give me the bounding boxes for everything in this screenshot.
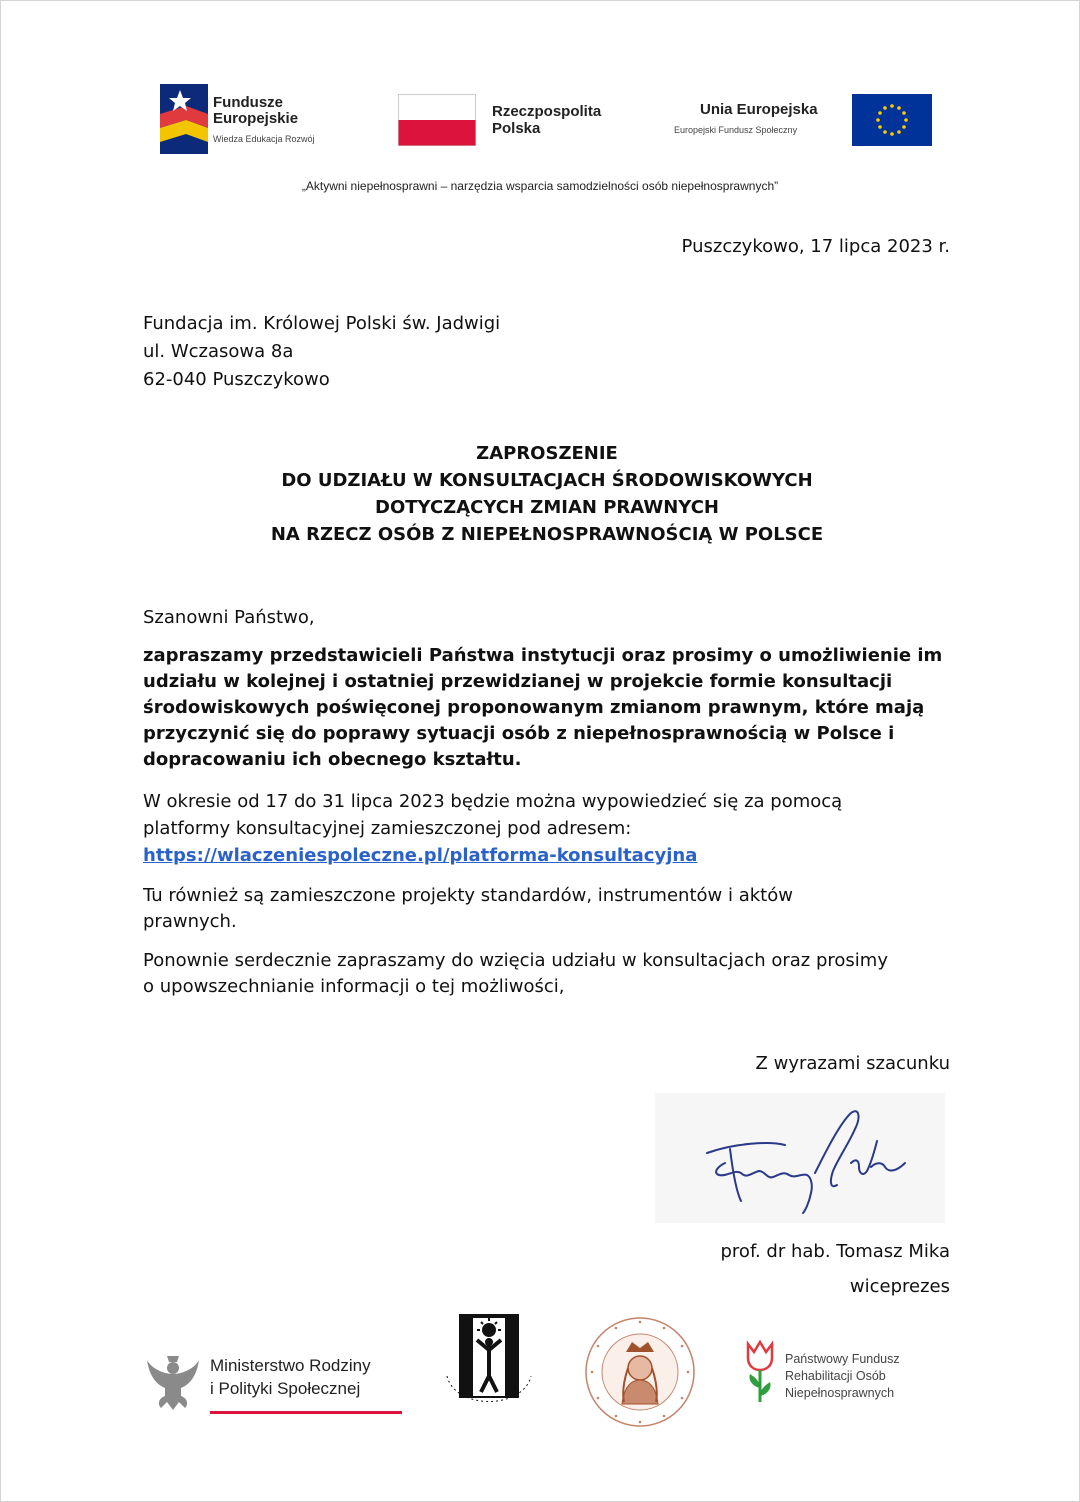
eu-flag-icon bbox=[852, 94, 932, 146]
fe-subtitle: Wiedza Edukacja Rozwój bbox=[213, 134, 315, 144]
title-line-3: DOTYCZĄCYCH ZMIAN PRAWNYCH bbox=[375, 497, 719, 518]
fe-name-line2: Europejskie bbox=[213, 110, 299, 127]
project-tagline: „Aktywni niepełnosprawni – narzędzia wsparcia samodzielności osób niepełnosprawnych” bbox=[301, 179, 779, 193]
period-paragraph-line2: platformy konsultacyjnej zamieszczonej pod adresem: bbox=[143, 818, 632, 839]
ue-subtitle: Europejski Fundusz Społeczny bbox=[674, 125, 798, 135]
pfron-name-line2: Rehabilitacji Osób bbox=[785, 1369, 886, 1383]
polish-eagle-emblem-icon bbox=[145, 1352, 201, 1414]
regards: Z wyrazami szacunku bbox=[755, 1053, 950, 1074]
letter-date: Puszczykowo, 17 lipca 2023 r. bbox=[681, 236, 950, 257]
ministry-name-line1: Ministerstwo Rodziny bbox=[210, 1356, 371, 1375]
fundusze-europejskie-logo-icon bbox=[160, 84, 208, 154]
polish-flag-icon bbox=[398, 94, 476, 146]
pfron-tulip-icon bbox=[742, 1340, 778, 1404]
salutation: Szanowni Państwo, bbox=[143, 607, 315, 628]
title-line-2: DO UDZIAŁU W KONSULTACJACH ŚRODOWISKOWYCH bbox=[281, 470, 813, 491]
tworczy-logo-icon bbox=[433, 1310, 545, 1430]
ministry-name-line2: i Polityki Społecznej bbox=[210, 1379, 361, 1398]
rp-name-line2: Polska bbox=[492, 120, 541, 137]
title-line-1: ZAPROSZENIE bbox=[476, 443, 618, 464]
address-line-2: ul. Wczasowa 8a bbox=[143, 341, 294, 362]
fe-name-line1: Fundusze bbox=[213, 94, 283, 111]
pfron-name-line1: Państwowy Fundusz bbox=[785, 1352, 900, 1366]
title-line-4: NA RZECZ OSÓB Z NIEPEŁNOSPRAWNOŚCIĄ W POLSCE bbox=[270, 524, 824, 545]
period-paragraph-line1: W okresie od 17 do 31 lipca 2023 będzie można wypowiedzieć się za pomocą bbox=[143, 791, 843, 812]
signatory-name: prof. dr hab. Tomasz Mika bbox=[720, 1241, 950, 1262]
signature-icon bbox=[655, 1093, 945, 1223]
projects-paragraph: Tu również są zamieszczone projekty standardów, instrumentów i aktów prawnych. bbox=[143, 885, 793, 932]
signatory-role: wiceprezes bbox=[849, 1276, 950, 1297]
address-line-1: Fundacja im. Królowej Polski św. Jadwigi bbox=[143, 313, 501, 334]
rp-name-line1: Rzeczpospolita bbox=[492, 103, 602, 120]
address-line-3: 62-040 Puszczykowo bbox=[143, 369, 330, 390]
ue-name: Unia Europejska bbox=[700, 101, 818, 118]
closing-invitation-paragraph: Ponownie serdecznie zapraszamy do wzięcia udziału w konsultacjach oraz prosimy o upowszechnianie informacji o tej możliwości, bbox=[143, 950, 888, 997]
ministry-underline bbox=[210, 1411, 402, 1414]
pfron-name-line3: Niepełnosprawnych bbox=[785, 1386, 895, 1400]
consultation-platform-link[interactable]: https://wlaczeniespoleczne.pl/platforma-konsultacyjna bbox=[143, 845, 698, 866]
invitation-paragraph: zapraszamy przedstawicieli Państwa instytucji oraz prosimy o umożliwienie im udziału w kolejnej i ostatniej przewidzianej w projekcie formie konsultacji środowiskowych poświęconej proponowanym zmianom prawnym, które mają przyczynić się do poprawy sytuacji osób z niepełnosprawnością w Polsce i dopracowaniu ich obecnego kształtu. bbox=[143, 645, 943, 770]
fundacja-seal-icon bbox=[582, 1312, 698, 1432]
